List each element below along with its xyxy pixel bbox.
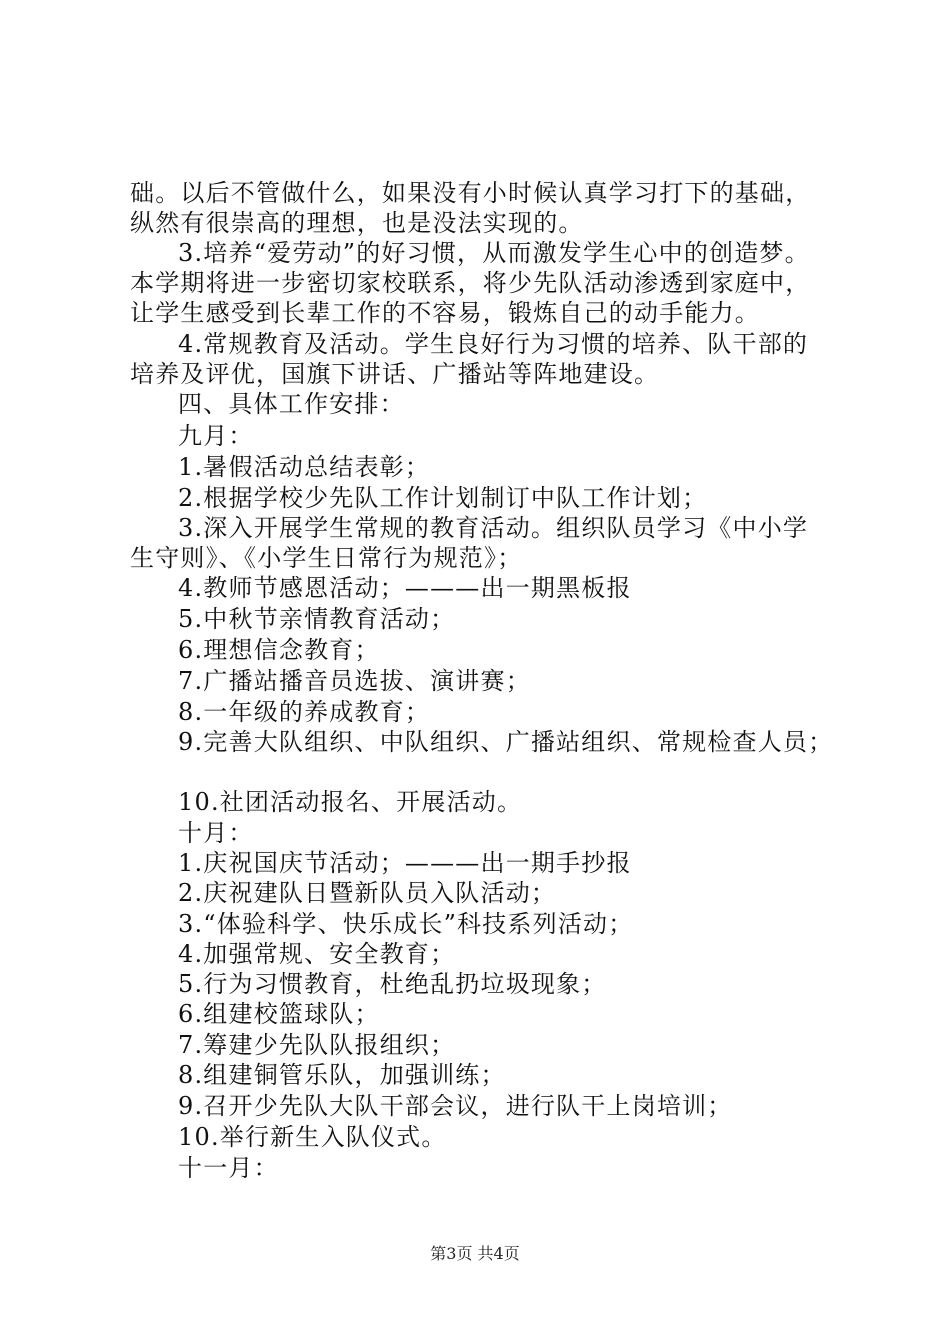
list-item: 3.深入开展学生常规的教育活动。组织队员学习《中小学 — [178, 514, 809, 542]
list-item: 7.广播站播音员选拔、演讲赛； — [178, 667, 531, 695]
list-item: 6.组建校篮球队； — [178, 1000, 380, 1028]
list-item: 3.“体验科学、快乐成长”科技系列活动； — [178, 910, 634, 938]
section-heading: 四、具体工作安排： — [178, 390, 405, 418]
list-item: 7.筹建少先队队报组织； — [178, 1031, 456, 1059]
page-footer: 第3页 共4页 — [430, 1244, 520, 1263]
text-line: 本学期将进一步密切家校联系，将少先队活动渗透到家庭中， — [130, 269, 811, 297]
text-line: 础。以后不管做什么，如果没有小时候认真学习打下的基础， — [130, 179, 811, 207]
list-item: 5.行为习惯教育，杜绝乱扔垃圾现象； — [178, 970, 607, 998]
text-line: 培养及评优，国旗下讲话、广播站等阵地建设。 — [130, 360, 660, 388]
list-item: 9.完善大队组织、中队组织、广播站组织、常规检查人员； — [178, 728, 834, 756]
text-line: 生守则》、《小学生日常行为规范》； — [130, 544, 523, 572]
list-item: 8.一年级的养成教育； — [178, 698, 431, 726]
list-item: 8.组建铜管乐队，加强训练； — [178, 1061, 506, 1089]
month-heading: 十一月： — [178, 1154, 279, 1182]
text-line: 4.常规教育及活动。学生良好行为习惯的培养、队干部的 — [178, 330, 809, 358]
text-line: 3.培养“爱劳动”的好习惯，从而激发学生心中的创造梦。 — [178, 239, 810, 267]
list-item: 4.教师节感恩活动；———出一期黑板报 — [178, 574, 632, 602]
month-heading: 十月： — [178, 819, 254, 847]
text-line: 纵然有很崇高的理想，也是没法实现的。 — [130, 209, 584, 237]
month-heading: 九月： — [178, 422, 254, 450]
list-item: 2.根据学校少先队工作计划制订中队工作计划； — [178, 484, 708, 512]
list-item: 5.中秋节亲情教育活动； — [178, 605, 456, 633]
text-line: 让学生感受到长辈工作的不容易，锻炼自己的动手能力。 — [130, 299, 760, 327]
list-item: 4.加强常规、安全教育； — [178, 940, 456, 968]
list-item: 6.理想信念教育； — [178, 636, 380, 664]
list-item: 1.庆祝国庆节活动；———出一期手抄报 — [178, 849, 632, 877]
list-item: 9.召开少先队大队干部会议，进行队干上岗培训； — [178, 1092, 733, 1120]
list-item: 2.庆祝建队日暨新队员入队活动； — [178, 879, 557, 907]
list-item: 1.暑假活动总结表彰； — [178, 453, 431, 481]
list-item: 10.举行新生入队仪式。 — [178, 1123, 447, 1151]
list-item: 10.社团活动报名、开展活动。 — [178, 788, 523, 816]
